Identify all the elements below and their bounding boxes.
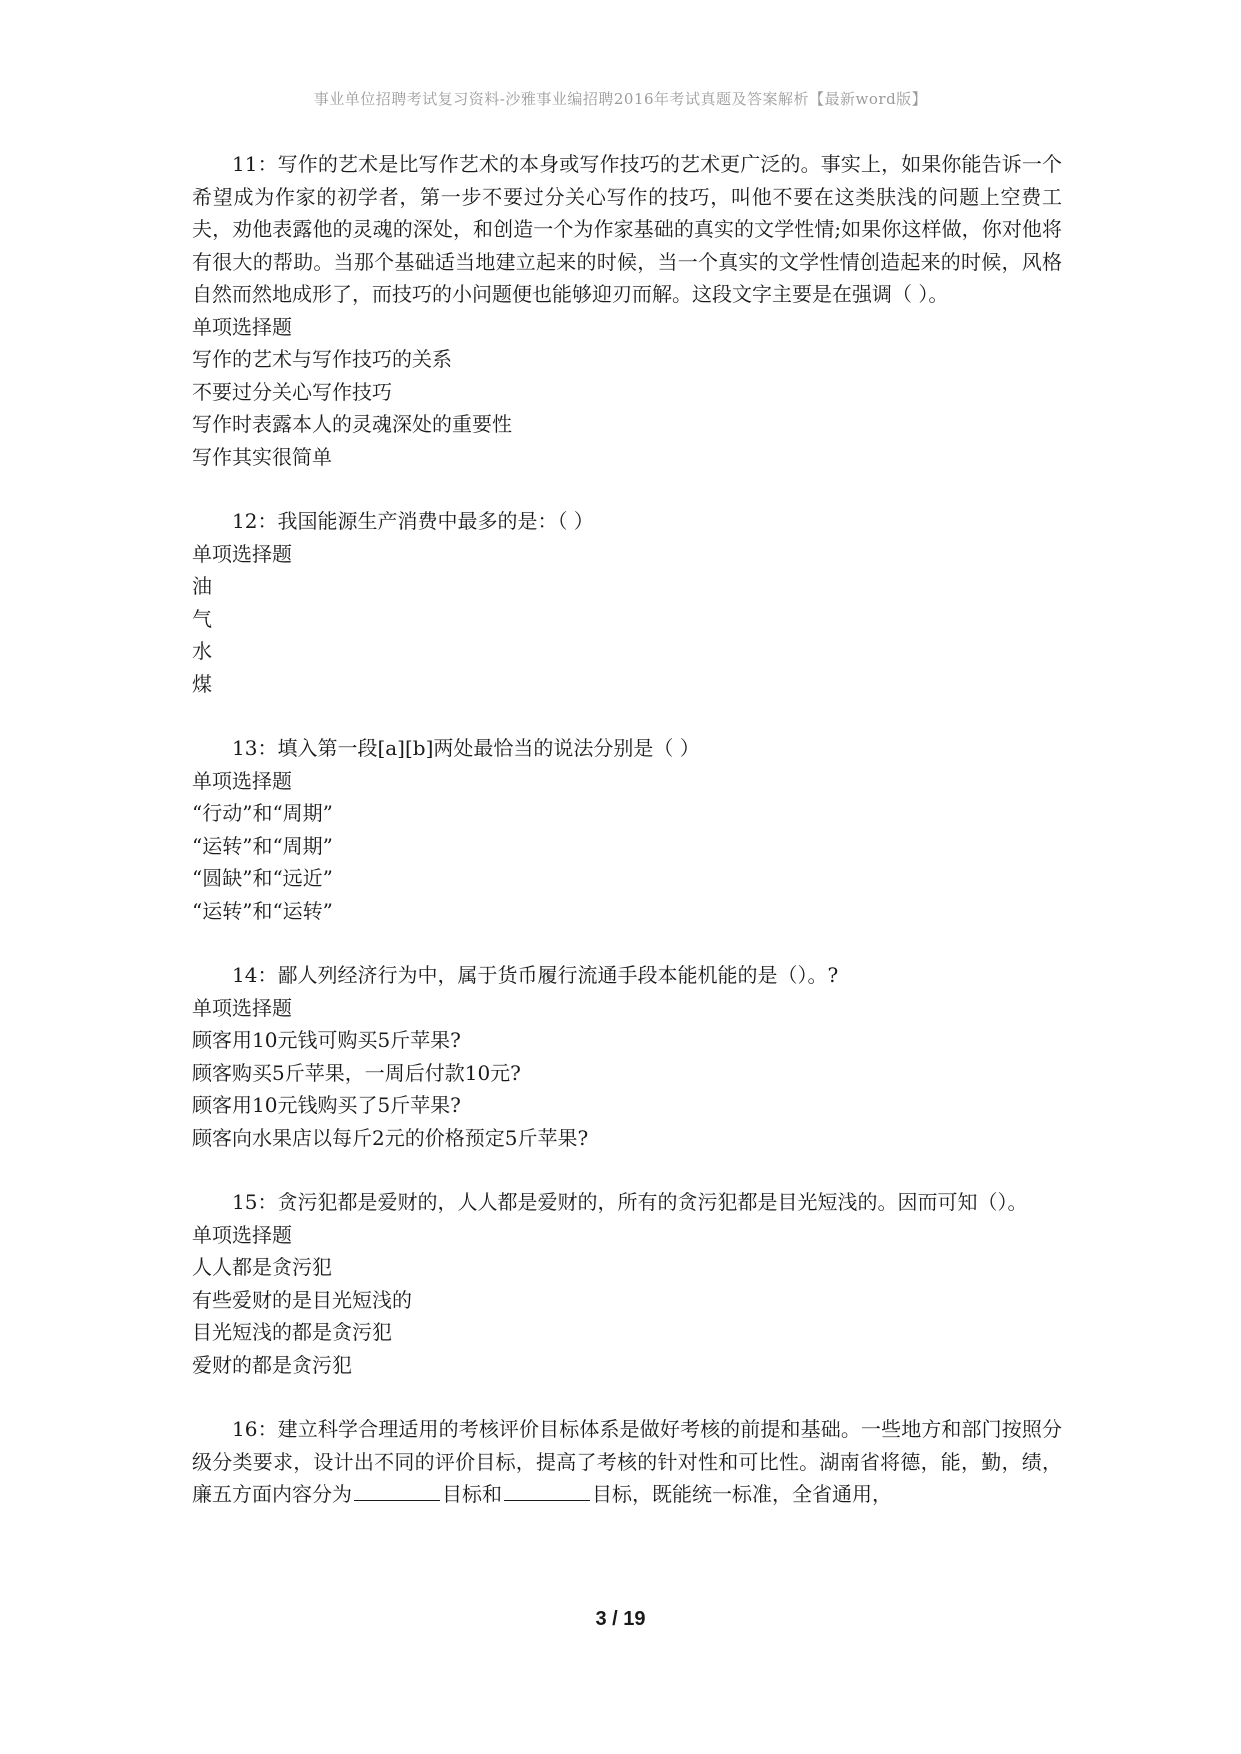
fill-blank-2	[504, 1480, 590, 1501]
option-b: “运转”和“周期”	[192, 833, 333, 858]
option-a: 写作的艺术与写作技巧的关系	[192, 347, 452, 371]
stem-part-3: 目标，既能统一标准，全省通用，	[592, 1482, 892, 1506]
option-a: 顾客用10元钱可购买5斤苹果?	[192, 1028, 461, 1052]
option-c: 写作时表露本人的灵魂深处的重要性	[192, 412, 512, 436]
option-d: 顾客向水果店以每斤2元的价格预定5斤苹果?	[192, 1125, 589, 1150]
question-15	[192, 1186, 1062, 1381]
option-b: 顾客购买5斤苹果，一周后付款10元?	[192, 1060, 521, 1085]
page-header: 事业单位招聘考试复习资料-沙雅事业编招聘2016年考试真题及答案解析【最新word版】	[313, 90, 928, 108]
question-type: 单项选择题	[192, 768, 292, 793]
option-d: 煤	[192, 671, 212, 696]
question-13	[192, 732, 1062, 927]
option-c: 顾客用10元钱购买了5斤苹果?	[192, 1093, 461, 1117]
option-a: “行动”和“周期”	[192, 801, 333, 825]
option-c: 水	[192, 639, 212, 663]
option-b: 有些爱财的是目光短浅的	[192, 1287, 412, 1312]
fill-blank-1	[354, 1480, 440, 1501]
question-14	[192, 959, 1062, 1154]
question-stem: 12：我国能源生产消费中最多的是：（ ）	[232, 509, 594, 533]
question-stem: 13：填入第一段[a][b]两处最恰当的说法分别是（ ）	[232, 736, 700, 760]
question-type: 单项选择题	[192, 1222, 292, 1247]
option-b: 气	[192, 606, 212, 631]
question-16	[192, 1413, 1062, 1511]
question-11	[192, 148, 1062, 473]
document-body	[192, 148, 1062, 1543]
question-stem: 11：写作的艺术是比写作艺术的本身或写作技巧的艺术更广泛的。事实上，如果你能告诉一个希望成为作家的初学者，第一步不要过分关心写作的技巧，叫他不要在这类肤浅的问题上空费工夫，劝他表露他的灵魂的深处，和创造一个为作家基础的真实的文学性情;如果你这样做，你对他将有很大的帮助。当那个基础适当地建立起来的时候，当一个真实的文学性情创造起来的时候，风格自然而然地成形了，而技巧的小问题便也能够迎刃而解。这段文字主要是在强调（ ）。	[192, 152, 1062, 306]
option-a: 人人都是贪污犯	[192, 1255, 332, 1279]
question-12	[192, 505, 1062, 700]
stem-part-2: 目标和	[442, 1482, 502, 1506]
question-type: 单项选择题	[192, 995, 292, 1020]
question-type: 单项选择题	[192, 541, 292, 566]
stem-part-1: 16：建立科学合理适用的考核评价目标体系是做好考核的前提和基础。一些地方和部门按照分级分类要求，设计出不同的评价目标，提高了考核的针对性和可比性。湖南省将德，能，勤，绩，廉五方面内容分为	[192, 1417, 1062, 1506]
option-d: 爱财的都是贪污犯	[192, 1352, 352, 1377]
option-b: 不要过分关心写作技巧	[192, 379, 392, 404]
option-a: 油	[192, 574, 212, 598]
option-c: “圆缺”和“远近”	[192, 866, 333, 890]
option-d: 写作其实很简单	[192, 444, 332, 469]
option-d: “运转”和“运转”	[192, 898, 333, 923]
question-stem	[192, 1413, 1062, 1511]
page-number: 3 / 19	[595, 1608, 646, 1630]
option-c: 目光短浅的都是贪污犯	[192, 1320, 392, 1344]
question-stem: 15：贪污犯都是爱财的，人人都是爱财的，所有的贪污犯都是目光短浅的。因而可知（）。	[232, 1190, 1028, 1214]
question-stem: 14：鄙人列经济行为中，属于货币履行流通手段本能机能的是（）。?	[232, 963, 839, 987]
question-type: 单项选择题	[192, 314, 292, 339]
